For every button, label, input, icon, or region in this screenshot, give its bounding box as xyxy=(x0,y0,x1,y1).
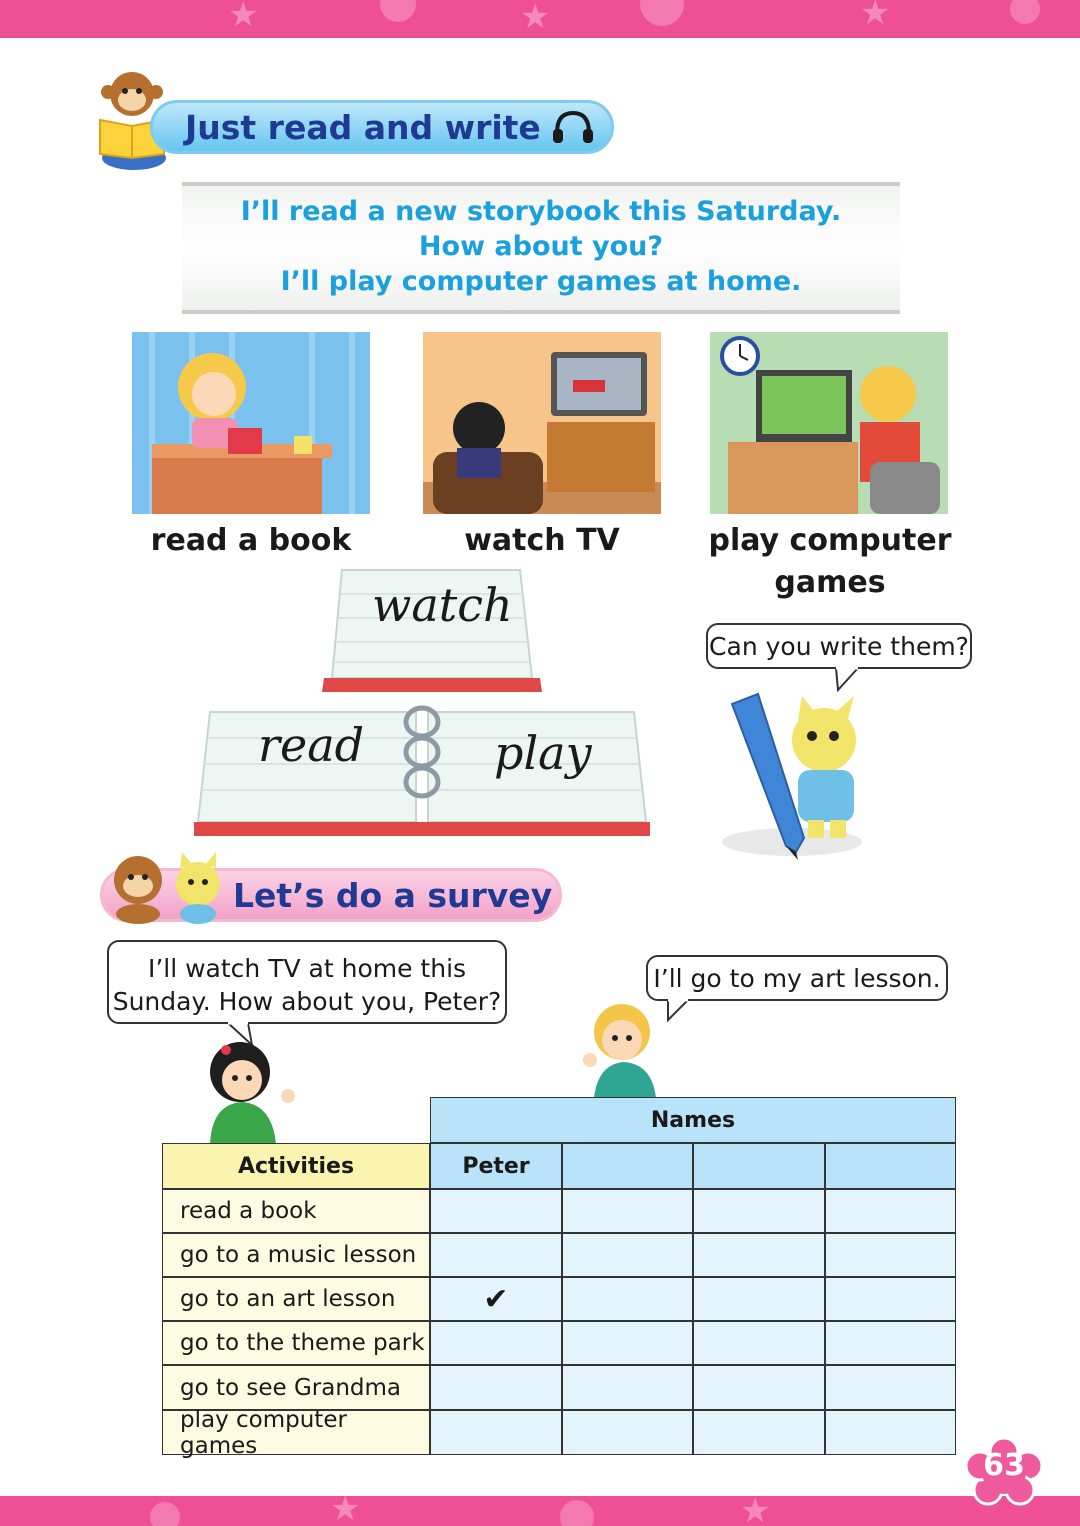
activity-cell xyxy=(162,1406,430,1459)
speech-bubble-tail xyxy=(834,666,864,692)
survey-check-cell[interactable] xyxy=(430,1277,562,1321)
section-banner-read-write xyxy=(150,100,614,154)
boy-peter-character xyxy=(578,998,662,1098)
headphone-icon[interactable] xyxy=(551,109,595,145)
table-header-names xyxy=(430,1097,956,1143)
notebook-word-left: read xyxy=(258,718,365,772)
notebook-word-top: watch xyxy=(372,578,513,632)
survey-check-cell[interactable] xyxy=(562,1365,693,1410)
survey-check-cell[interactable] xyxy=(693,1410,825,1455)
speech-bubble-cat-text: Can you write them? xyxy=(709,632,969,661)
star-icon: ★ xyxy=(520,0,551,37)
name-column-blank[interactable] xyxy=(562,1143,693,1189)
speech-bubble-girl-line: Sunday. How about you, Peter? xyxy=(112,987,502,1016)
activity-label: go to a music lesson xyxy=(180,1242,417,1268)
survey-check-cell[interactable] xyxy=(825,1277,956,1321)
speech-bubble-tail xyxy=(664,998,694,1022)
bottom-decorative-band xyxy=(0,1496,1080,1526)
caption-read-a-book: read a book xyxy=(150,523,352,558)
notebook-word-right: play xyxy=(494,726,592,780)
speech-bubble-girl xyxy=(107,940,507,1024)
circle-decoration xyxy=(560,1500,594,1526)
activity-label: play computer games xyxy=(180,1406,347,1459)
survey-check-cell[interactable] xyxy=(562,1233,693,1277)
section-title-read-write: Just read and write xyxy=(185,107,541,147)
scroll-sentence: How about you? xyxy=(418,231,664,262)
survey-check-cell[interactable] xyxy=(693,1277,825,1321)
activity-label: go to the theme park xyxy=(180,1330,425,1356)
survey-check-cell[interactable] xyxy=(562,1189,693,1233)
circle-decoration xyxy=(640,0,684,26)
table-header-activities-text: Activities xyxy=(237,1153,355,1179)
survey-check-cell[interactable] xyxy=(825,1189,956,1233)
survey-table xyxy=(162,1097,956,1459)
top-decorative-band xyxy=(0,0,1080,38)
caption-play-computer-games-line2: games xyxy=(774,565,886,600)
circle-decoration xyxy=(150,1502,180,1526)
activity-cell xyxy=(162,1233,430,1277)
page-number: 63 xyxy=(983,1448,1025,1483)
caption-watch-tv: watch TV xyxy=(464,523,620,558)
page-number-badge xyxy=(962,1438,1046,1506)
sentence-scroll xyxy=(182,182,900,314)
survey-check-cell[interactable] xyxy=(825,1410,956,1455)
check-mark: ✔ xyxy=(483,1281,509,1317)
section-title-survey: Let’s do a survey xyxy=(233,875,553,915)
cat-with-pencil-mascot xyxy=(712,690,872,862)
activity-label: read a book xyxy=(180,1198,317,1224)
speech-bubble-boy xyxy=(646,955,948,1001)
name-column-blank[interactable] xyxy=(825,1143,956,1189)
star-icon: ★ xyxy=(330,1496,361,1526)
name-column-peter xyxy=(430,1143,562,1189)
activity-cell xyxy=(162,1365,430,1410)
speech-bubble-cat xyxy=(706,623,972,669)
activity-cell xyxy=(162,1189,430,1233)
scroll-sentence: I’ll play computer games at home. xyxy=(280,266,802,297)
survey-check-cell[interactable] xyxy=(693,1233,825,1277)
activity-label: go to an art lesson xyxy=(180,1286,396,1312)
survey-check-cell[interactable] xyxy=(430,1365,562,1410)
monkey-and-cat-mascot xyxy=(100,850,230,924)
survey-check-cell[interactable] xyxy=(562,1277,693,1321)
survey-check-cell[interactable] xyxy=(693,1189,825,1233)
speech-bubble-girl-line: I’ll watch TV at home this xyxy=(147,954,467,983)
survey-check-cell[interactable] xyxy=(825,1321,956,1365)
survey-check-cell[interactable] xyxy=(825,1365,956,1410)
picture-watch-tv xyxy=(423,332,661,514)
picture-play-computer-games xyxy=(710,332,948,514)
survey-check-cell[interactable] xyxy=(430,1410,562,1455)
activity-label: go to see Grandma xyxy=(180,1374,402,1401)
caption-play-computer-games: play computer xyxy=(708,523,952,558)
picture-read-a-book xyxy=(132,332,370,514)
survey-check-cell[interactable] xyxy=(430,1321,562,1365)
survey-check-cell[interactable] xyxy=(430,1233,562,1277)
activity-cell xyxy=(162,1321,430,1365)
star-icon: ★ xyxy=(740,1496,771,1526)
survey-check-cell[interactable] xyxy=(430,1189,562,1233)
survey-check-cell[interactable] xyxy=(562,1321,693,1365)
table-header-activities xyxy=(162,1143,430,1189)
speech-bubble-boy-text: I’ll go to my art lesson. xyxy=(653,964,941,993)
star-icon: ★ xyxy=(228,0,259,35)
survey-check-cell[interactable] xyxy=(825,1233,956,1277)
table-header-names-text: Names xyxy=(650,1107,736,1133)
survey-check-cell[interactable] xyxy=(693,1365,825,1410)
star-icon: ★ xyxy=(860,0,891,33)
name-column-peter-text: Peter xyxy=(462,1153,530,1179)
circle-decoration xyxy=(380,0,416,22)
scroll-sentence: I’ll read a new storybook this Saturday. xyxy=(240,196,842,227)
circle-decoration xyxy=(1010,0,1040,24)
survey-check-cell[interactable] xyxy=(562,1410,693,1455)
name-column-blank[interactable] xyxy=(693,1143,825,1189)
survey-check-cell[interactable] xyxy=(693,1321,825,1365)
activity-cell xyxy=(162,1277,430,1321)
